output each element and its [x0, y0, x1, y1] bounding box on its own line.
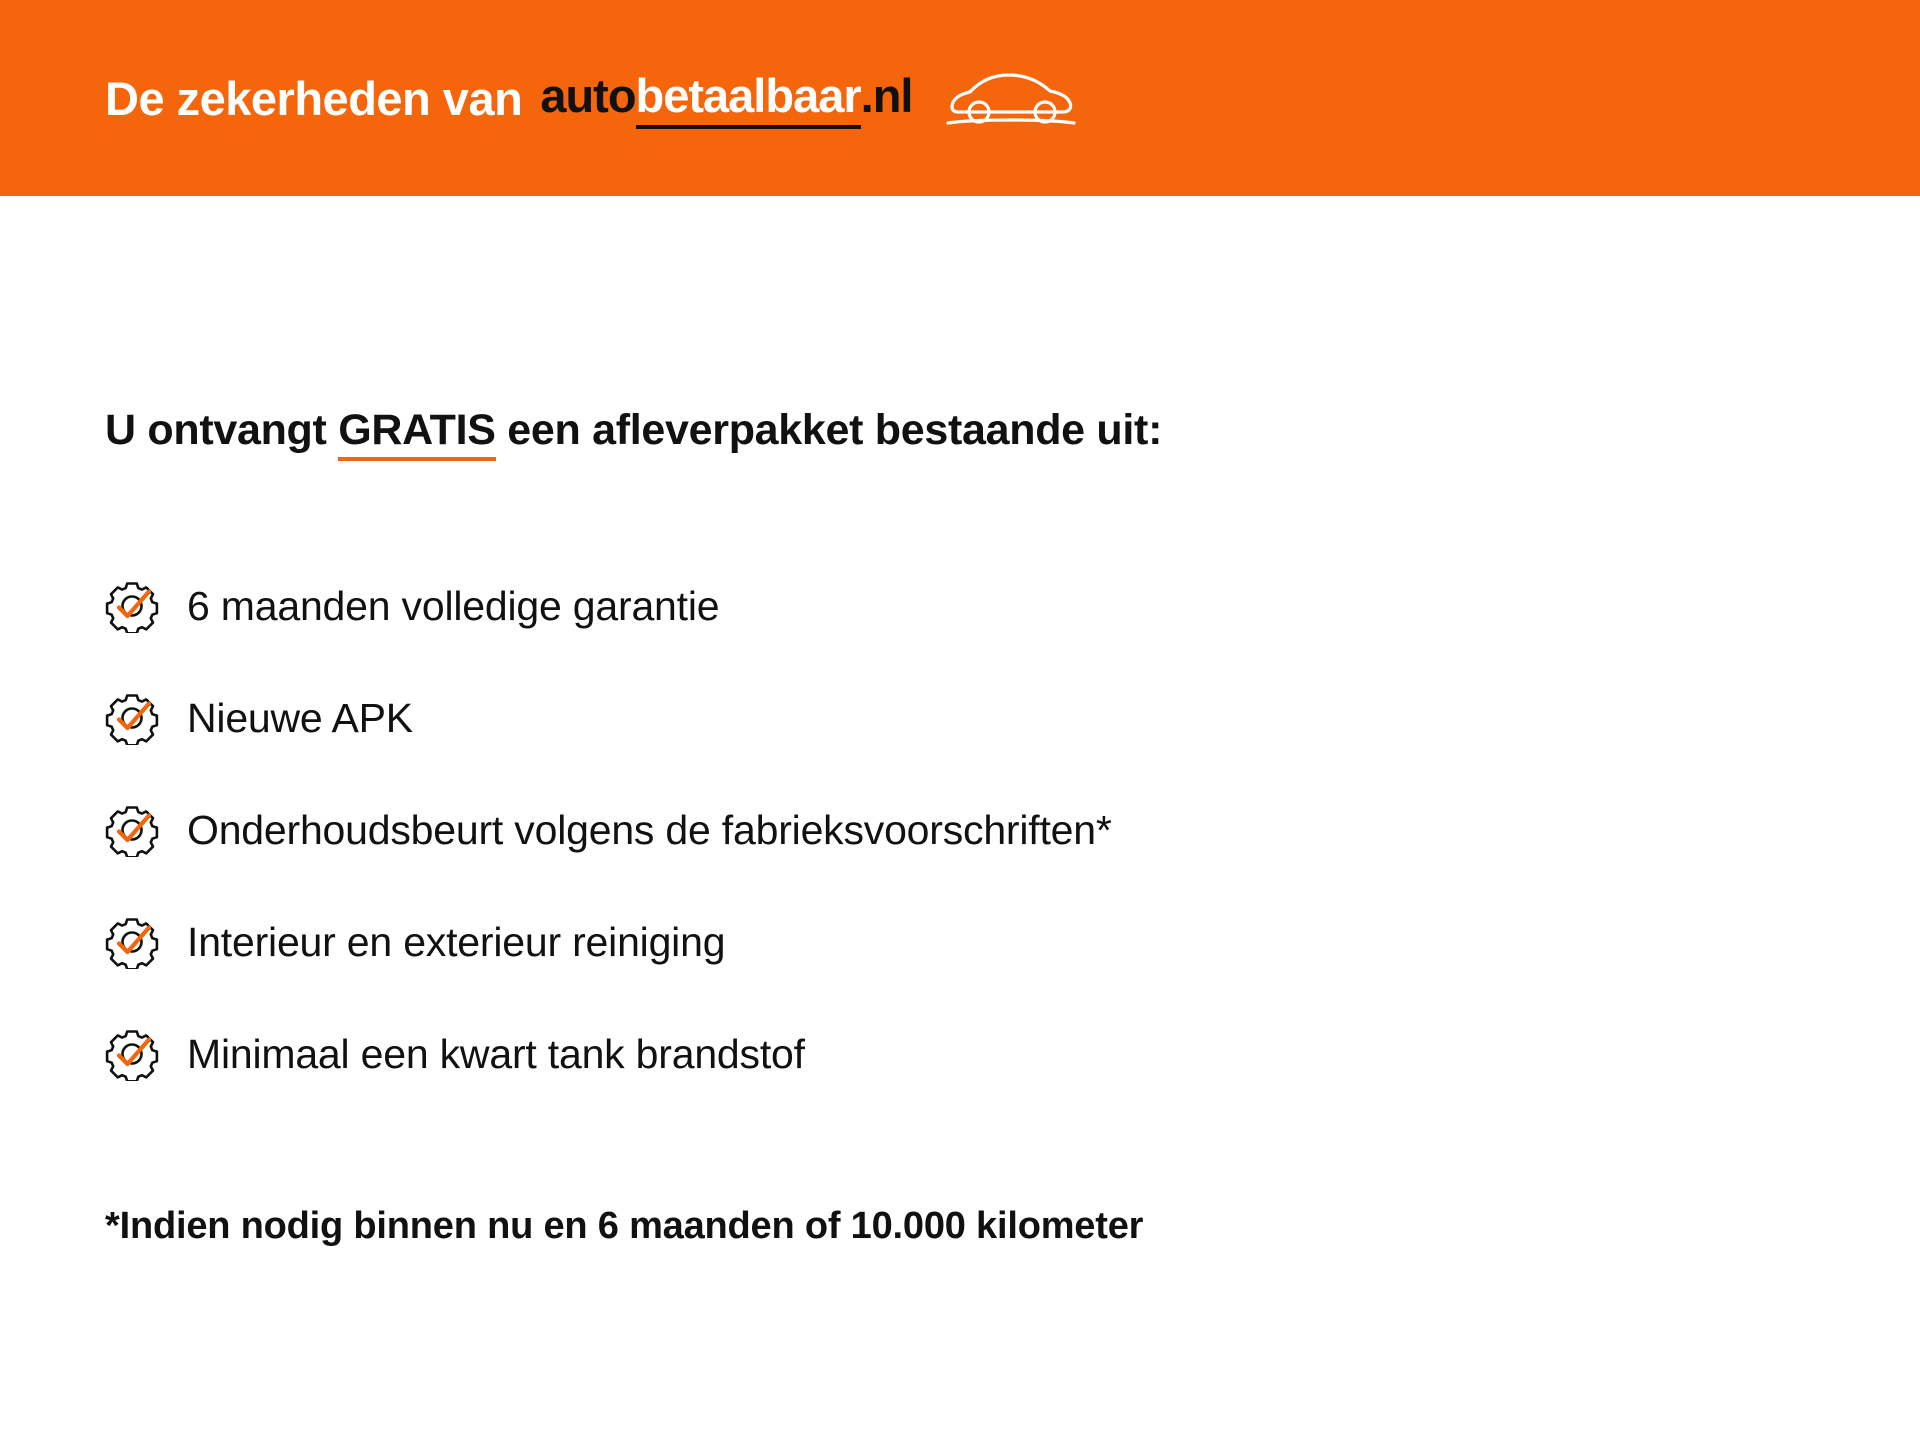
list-item	[105, 774, 1860, 886]
list-item	[105, 998, 1860, 1110]
main-content	[0, 196, 1920, 1248]
brand-logotype	[540, 68, 912, 129]
footnote-text: *Indien nodig binnen nu en 6 maanden of 10.000 kilometer	[105, 1205, 1144, 1247]
list-item	[105, 886, 1860, 998]
gear-check-icon	[105, 691, 159, 745]
headline-before: U ontvangt	[105, 406, 339, 454]
feature-list	[105, 550, 1860, 1110]
header-title: De zekerheden van	[105, 71, 523, 125]
brand-part-betaalbaar: betaalbaar	[636, 68, 861, 129]
list-item-label: Nieuwe APK	[187, 694, 413, 741]
headline-after: een afleverpakket bestaande uit:	[495, 406, 1163, 454]
gear-check-icon	[105, 803, 159, 857]
list-item-label: 6 maanden volledige garantie	[187, 582, 720, 629]
list-item-label: Minimaal een kwart tank brandstof	[187, 1030, 805, 1077]
page-title	[105, 406, 1860, 455]
header-inner	[0, 67, 1076, 129]
gear-check-icon	[105, 915, 159, 969]
brand-part-auto: auto	[540, 68, 636, 122]
list-item	[105, 662, 1860, 774]
gear-check-icon	[105, 579, 159, 633]
brand-part-nl: .nl	[860, 68, 913, 122]
headline-emphasis: GRATIS	[338, 406, 495, 461]
list-item	[105, 550, 1860, 662]
header-bar	[0, 0, 1920, 196]
gear-check-icon	[105, 1027, 159, 1081]
list-item-label: Onderhoudsbeurt volgens de fabrieksvoorschriften*	[187, 806, 1112, 853]
car-icon	[946, 67, 1076, 129]
list-item-label: Interieur en exterieur reiniging	[187, 918, 726, 965]
